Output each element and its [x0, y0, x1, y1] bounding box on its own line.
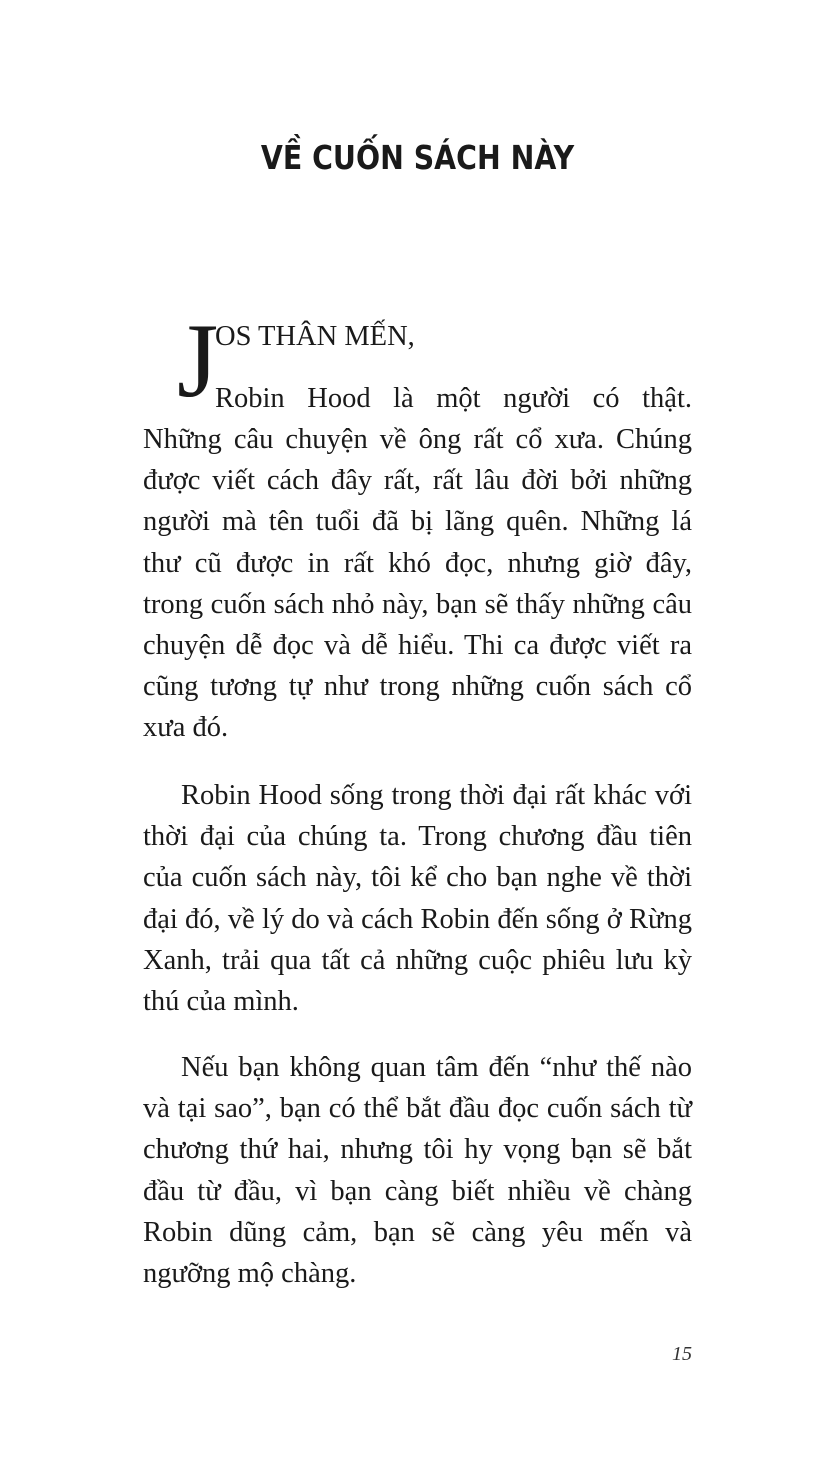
paragraph-1-first-line: Robin Hood là một người có thật.: [215, 383, 692, 414]
paragraph-3: Nếu bạn không quan tâm đến “như thế nào và tại sao”, bạn có thể bắt đầu đọc cuốn sách từ chương thứ hai, nhưng tôi hy vọng bạn sẽ bắt đầu từ đầu, vì bạn càng biết nhiều về chàng Robin dũng cảm, bạn sẽ càng yêu mến và ngưỡng mộ chàng.: [143, 1052, 692, 1290]
paragraph-2: Robin Hood sống trong thời đại rất khác với thời đại của chúng ta. Trong chương đầu tiên của cuốn sách này, tôi kể cho bạn nghe về thời đại đó, về lý do và cách Robin đến sống ở Rừng Xanh, trải qua tất cả những cuộc phiêu lưu kỳ thú của mình.: [143, 780, 692, 1018]
drop-cap: J: [177, 302, 219, 419]
chapter-title: VỀ CUỐN SÁCH NÀY: [260, 138, 575, 177]
paragraph-1: Những câu chuyện về ông rất cổ xưa. Chúng được viết cách đây rất, rất lâu đời bởi những người mà tên tuổi đã bị lãng quên. Những lá thư cũ được in rất khó đọc, nhưng giờ đây, trong cuốn sách nhỏ này, bạn sẽ thấy những câu chuyện dễ đọc và dễ hiểu. Thi ca được viết ra cũng tương tự như trong những cuốn sách cổ xưa đó.: [143, 424, 692, 744]
salutation: OS THÂN MẾN,: [215, 321, 415, 352]
page-number: 15: [672, 1343, 692, 1365]
